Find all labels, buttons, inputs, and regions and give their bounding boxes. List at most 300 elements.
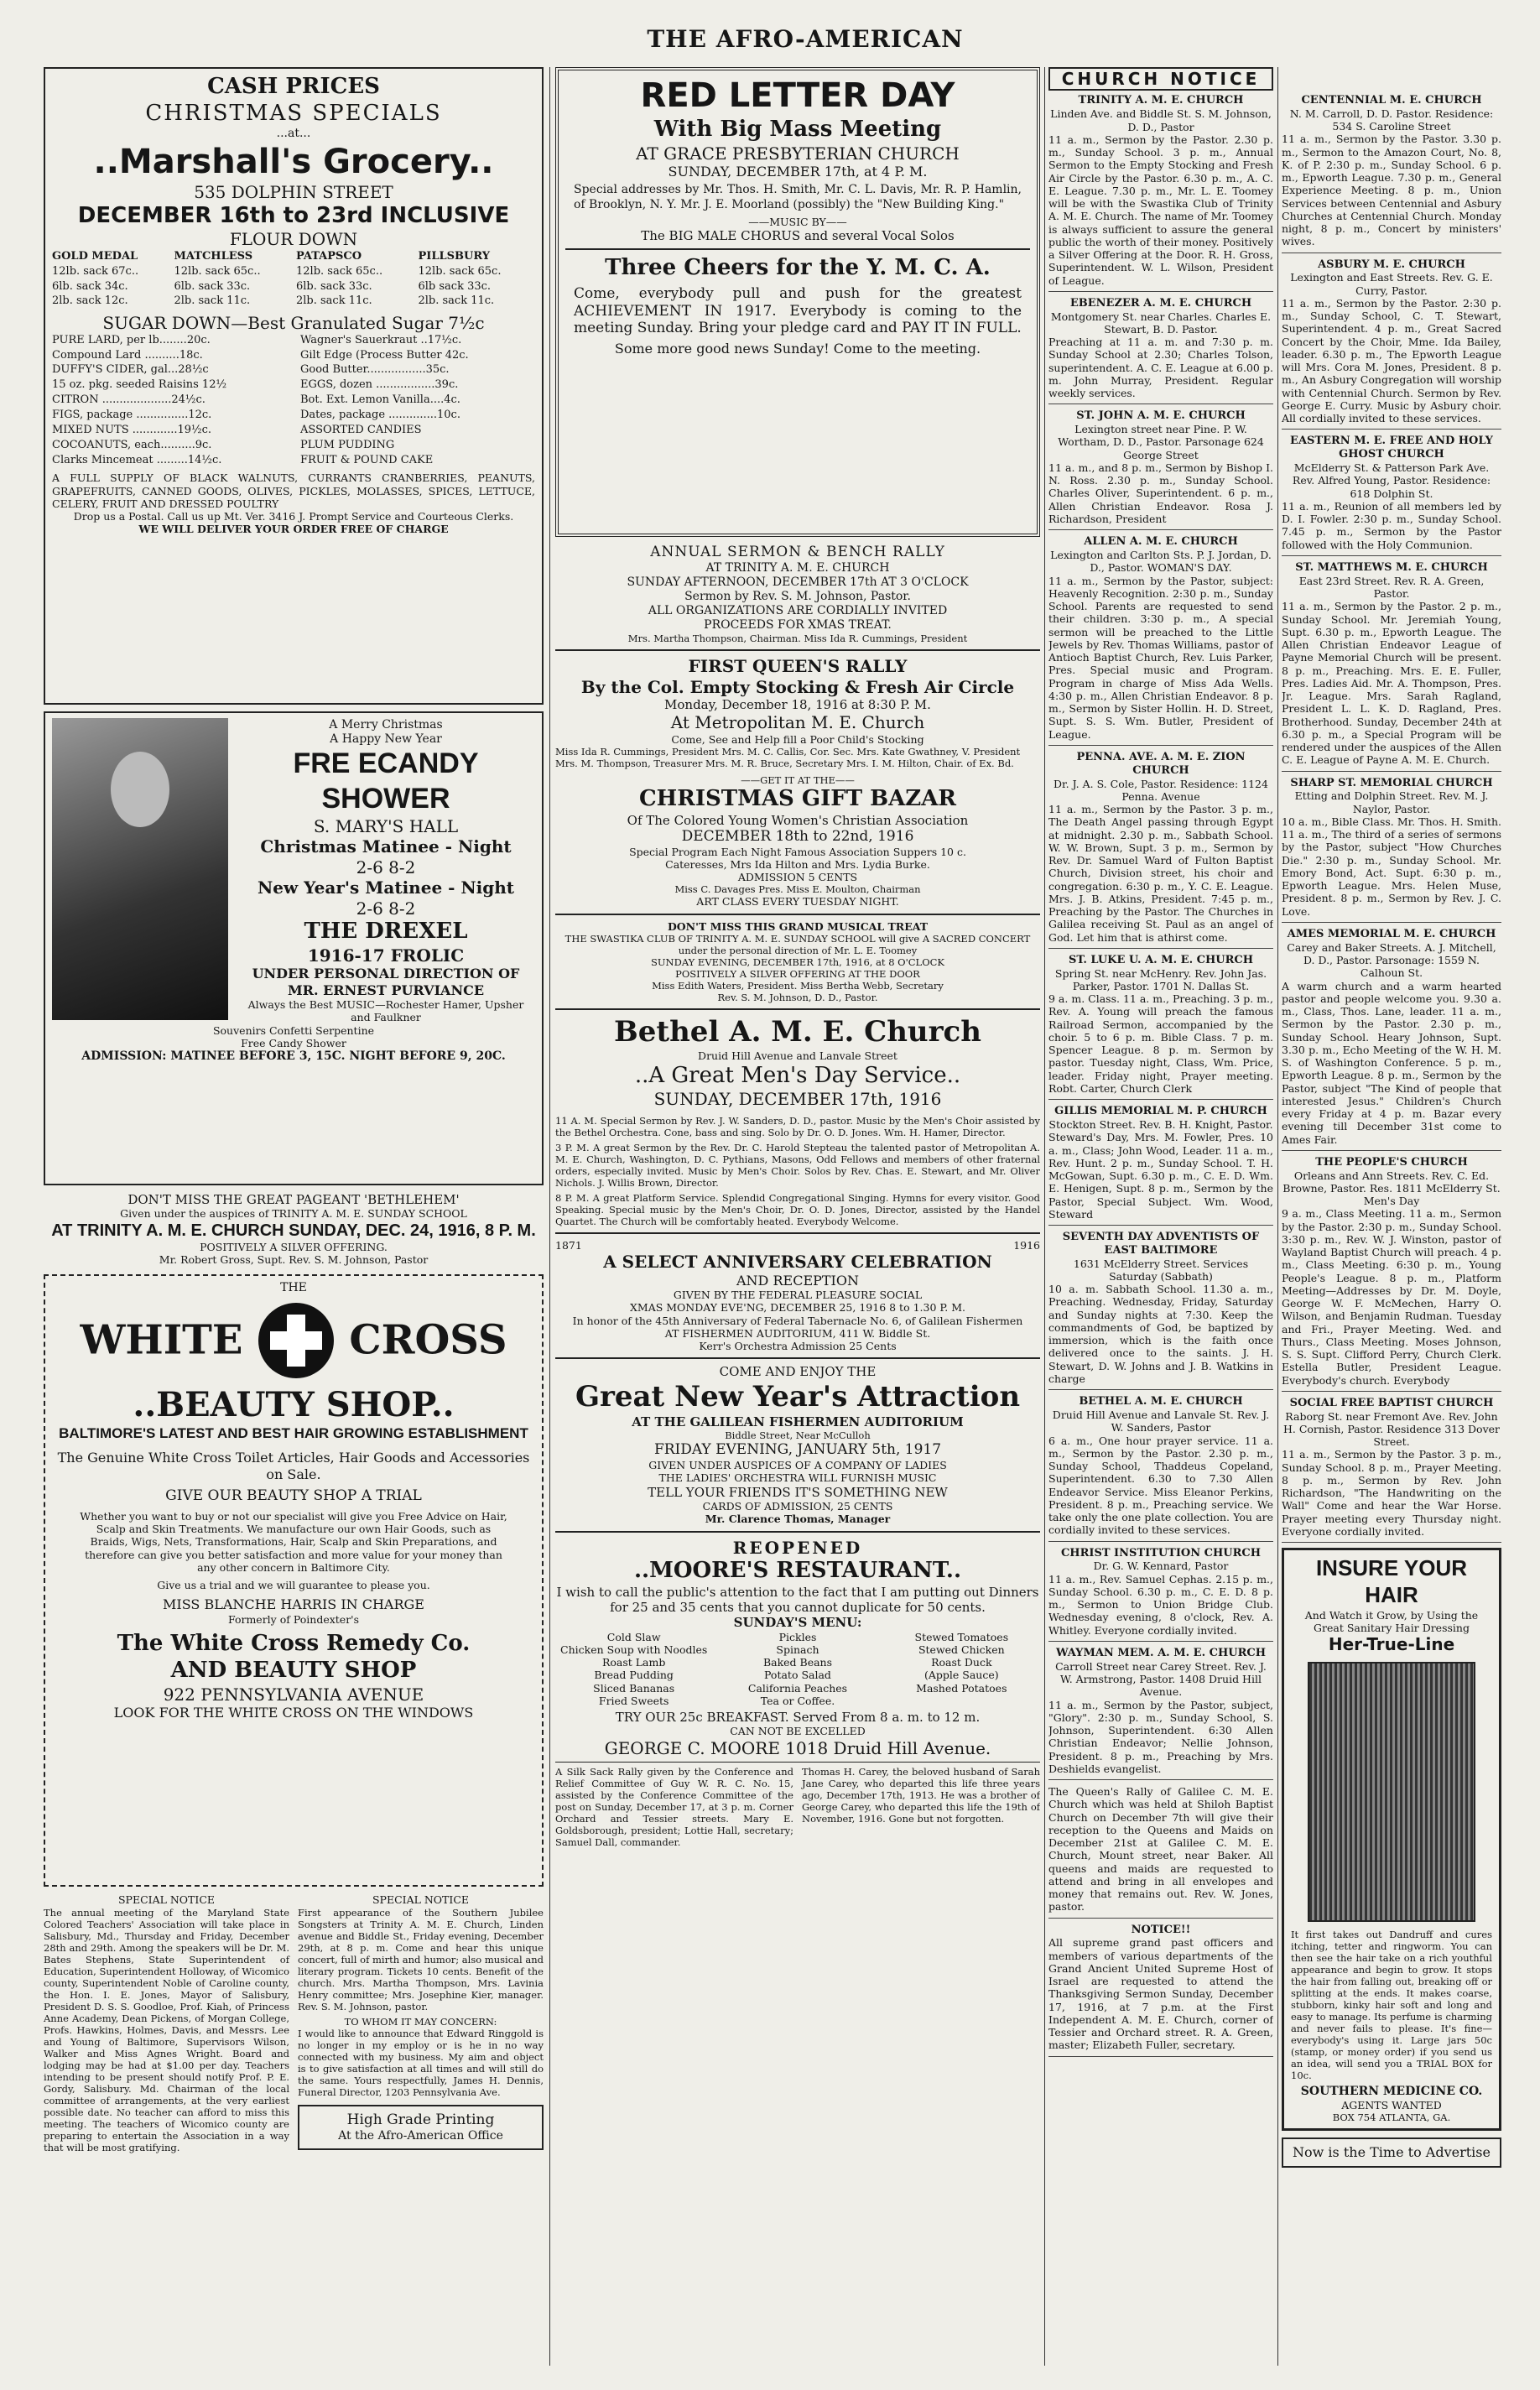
hair-company: SOUTHERN MEDICINE CO.	[1300, 2084, 1483, 2098]
church-address: Lexington and East Streets. Rev. G. E. Curry, Pastor.	[1290, 271, 1493, 297]
church-address: Spring St. near McHenry. Rev. John Jas. Parker, Pastor. 1701 N. Dallas St.	[1054, 966, 1267, 992]
church-entry	[1048, 1105, 1273, 1226]
menu-item: Sliced Bananas	[593, 1681, 675, 1695]
queen-officers: Miss Ida R. Cummings, President Mrs. M. C. Callis, Cor. Sec. Mrs. Kate Gwathney, V. President Mrs. M. Thompson, Treasurer Mrs. M. R. Bruce, Secretary Mrs. I. M. Hilton, Chair. of Ex. Bd.	[555, 745, 1021, 769]
church-entry	[1048, 409, 1273, 530]
church-address: Carey and Baker Streets. A. J. Mitchell, D. D., Pastor. Parsonage: 1559 N. Calhoun St.	[1287, 940, 1496, 980]
red-cross-icon	[258, 1303, 334, 1378]
flour-cell: 12lb. sack 65c..	[174, 264, 261, 278]
menu-item: Tea or Coffee.	[760, 1694, 835, 1707]
grocery-item: PURE LARD, per lb........20c.	[52, 333, 211, 346]
shower-ny-times: 2-6 8-2	[356, 898, 416, 919]
flour-cell: 6lb. sack 33c.	[296, 279, 372, 293]
notice-jubilee	[298, 1893, 544, 2156]
queen-at: At Metropolitan M. E. Church	[670, 712, 925, 733]
bazar-dates: DECEMBER 18th to 22nd, 1916	[681, 827, 914, 845]
ny-at: AT THE GALILEAN FISHERMEN AUDITORIUM	[632, 1414, 964, 1430]
bazar-of: Of The Colored Young Women's Christian Association	[627, 812, 969, 828]
shower-souvenirs: Souvenirs Confetti Serpentine	[212, 1023, 375, 1037]
grocery-item: CITRON ....................24½c.	[52, 393, 206, 407]
moore-title: ..MOORE'S RESTAURANT..	[633, 1557, 961, 1583]
flour-cell: 12lb. sack 65c..	[296, 264, 383, 278]
church-name: SEVENTH DAY ADVENTISTS OF EAST BALTIMORE	[1062, 1231, 1260, 1257]
grocery-name: ..Marshall's Grocery..	[93, 142, 494, 181]
grocery-item: Good Butter.................35c.	[300, 363, 450, 377]
advertise-box: Now is the Time to Advertise	[1282, 2137, 1501, 2168]
flour-cell: GOLD MEDAL	[52, 249, 138, 263]
concern-text: I would like to announce that Edward Ringgold is no longer in my employ or is he in no way connected with my business. My aim and object is to give satisfaction at all times and will still do the same. Yours respectfully, James H. Dennis, Funeral Director, 1203 Pennsylvania Ave.	[298, 2027, 544, 2098]
bethel-program-item: 8 P. M. A great Platform Service. Splendid Congregational Singing. Hymns for every visitor. Good Speaking. Special music by the Men's Choir, Dr. O. D. Jones, Director, assisted by the Handel Quartet. The Church will be comfortably heated. Everybody Welcome.	[555, 1191, 1040, 1227]
pageant-names: Mr. Robert Gross, Supt. Rev. S. M. Johnson, Pastor	[159, 1253, 429, 1267]
flour-cell: PILLSBURY	[418, 249, 491, 263]
portrait-photo	[52, 718, 228, 1020]
church-schedule: 6 a. m., One hour prayer service. 11 a. m., Sermon by the Pastor. 2.30 p. m., Sunday School, Thaddeus Copeland, Superintendent. 6.30 to 7.30 Allen Endeavor Service. Miss Eleanor Perkins, President. 8 p. m., Preaching service. We take only the one plate collection. You are cordially invited to these services.	[1048, 1434, 1273, 1537]
cross-trial: GIVE OUR BEAUTY SHOP A TRIAL	[165, 1487, 422, 1505]
red-letter-date: SUNDAY, DECEMBER 17th, at 4 P. M.	[668, 163, 928, 180]
church-entry	[1282, 928, 1501, 1151]
grocery-item: 15 oz. pkg. seeded Raisins 12½	[52, 378, 227, 392]
church-schedule: 11 a. m., Sermon by the Pastor, subject, "Glory". 2:30 p. m., Sunday School, S. Johnson, Superintendent. 6:30 Allen Christian Endeavor; Nellie Johnson, President. 8 p. m., Preaching by Mrs. Deshields evangelist.	[1048, 1698, 1273, 1775]
moore-address: GEORGE C. MOORE 1018 Druid Hill Avenue.	[604, 1737, 991, 1758]
anniv-year-end: 1916	[1013, 1238, 1040, 1252]
red-letter-ad	[555, 67, 1040, 537]
printing-ad	[298, 2105, 544, 2150]
menu-item: California Peaches	[747, 1681, 848, 1695]
bench-rally	[555, 544, 1040, 644]
cross-guarantee: Give us a trial and we will guarantee to please you.	[157, 1579, 430, 1592]
queen-date: Monday, December 18, 1916 at 8:30 P. M.	[664, 696, 931, 712]
grocery-item: Clarks Mincemeat .........14½c.	[52, 453, 222, 466]
church-schedule: Preaching at 11 a. m. and 7:30 p. m. Sunday School at 2.30; Charles Tolson, superintendent. A. C. E. League at 6.00 p. m. John Murray, President. Regular weekly services.	[1048, 336, 1273, 400]
church-schedule: 10 a. m. Sabbath School. 11.30 a. m., Preaching. Wednesday, Friday, Saturday and Sunday nights at 7:30. Keep the commandments of God, be baptized by immersion, which is the faith once delivered once to the saints. J. H. Stewart, D. W. Johns and J. B. Watkins in charge	[1048, 1283, 1273, 1385]
shower-xmas-times: 2-6 8-2	[356, 857, 416, 877]
hair-agents: AGENTS WANTED	[1341, 2098, 1442, 2111]
grocery-full-supply: A FULL SUPPLY OF BLACK WALNUTS, CURRANTS CRANBERRIES, PEANUTS, GRAPEFRUITS, CANNED GOODS, OLIVES, PICKLES, MOLASSES, SPICES, LETTUCE, CELERY, FRUIT AND DRESSED POULTRY	[52, 471, 535, 510]
carey-memorial: Thomas H. Carey, the beloved husband of Sarah Jane Carey, who departed this life three years ago, December 17th, 1913. He was a brother of George Carey, who departed this life the 19th of November, 1916. Gone but not forgotten.	[802, 1765, 1040, 1825]
queens-rally	[555, 656, 1040, 769]
menu-item: Fried Sweets	[598, 1694, 669, 1707]
church-name: PENNA. AVE. A. M. E. ZION CHURCH	[1076, 750, 1246, 777]
cross-genuine: The Genuine White Cross Toilet Articles, Hair Goods and Accessories on Sale.	[57, 1450, 530, 1482]
bazar-cateresses: Cateresses, Mrs Ida Hilton and Mrs. Lydia Burke.	[665, 857, 930, 871]
bottom-notices	[555, 1766, 1040, 1848]
menu-item: Roast Lamb	[601, 1656, 666, 1669]
church-notice-heading: CHURCH NOTICE	[1048, 67, 1273, 91]
church-entry	[1048, 1647, 1273, 1780]
flour-cell: 2lb. sack 11c.	[418, 294, 495, 308]
grocery-deliver: WE WILL DELIVER YOUR ORDER FREE OF CHARGE	[138, 523, 449, 536]
musical-sub: THE SWASTIKA CLUB OF TRINITY A. M. E. SUNDAY SCHOOL will give A SACRED CONCERT under the personal direction of Mr. L. E. Toomey	[564, 932, 1031, 956]
church-address: Lexington and Carlton Sts. P. J. Jordan, D. D., Pastor. WOMAN'S DAY.	[1050, 549, 1272, 575]
red-letter-speakers: Special addresses by Mr. Thos. H. Smith, Mr. C. L. Davis, Mr. R. P. Hamlin, of Brooklyn, N. Y. Mr. J. E. Moorland (possibly) the "New Building King."	[574, 183, 1022, 211]
ny-given: GIVEN UNDER AUSPICES OF A COMPANY OF LADIES	[648, 1459, 947, 1472]
cross-shop: AND BEAUTY SHOP	[170, 1657, 417, 1683]
church-schedule: 9 a. m., Class Meeting. 11 a. m., Sermon by the Pastor. 2:30 p. m., Sunday School. 3:30 p. m., Rev. W. J. Winston, pastor of Wayland Baptist Church will preach. 4 p. m., Class Meeting. 6:30 p. m., Young People's League. 8 p. m., Platform Meeting—Addresses by Dr. M. Doyle, George W. F. McMechen, Harry O. Wilson, and Benjamin Rudman. Tuesday and Fri., Prayer Meeting. Wed. and Thurs., Class Meeting. Moses Johnson, S. S. Supt. Clifford Perry, Church Clerk. Estella Butler, President League. Everybody's church. Everybody	[1282, 1207, 1501, 1387]
rally-all: ALL ORGANIZATIONS ARE CORDIALLY INVITED	[648, 603, 948, 617]
pageant-date: AT TRINITY A. M. E. CHURCH SUNDAY, DEC. 24, 1916, 8 P. M.	[51, 1221, 536, 1240]
pageant-title: DON'T MISS THE GREAT PAGEANT 'BETHLEHEM'	[127, 1192, 460, 1207]
church-address: 1631 McElderry Street. Services Saturday (Sabbath)	[1073, 1257, 1249, 1283]
bethel-title: Bethel A. M. E. Church	[614, 1015, 981, 1049]
church-schedule: 11 a. m., Sermon by the Pastor. 2 p. m., Sunday School. Mr. Jeremiah Young, Supt. 6.30 p. m., Epworth League. The Allen Christian Endeavor League of Payne Memorial Church will be present. 8 p. m., Preaching. Mrs. E. E. Fuller, Pres. Ladies Aid. Mr. A. Thompson, Pres. Jr. League. Mrs. Sarah Ragland, President L. L. K. D. Ragland, Pres. Brotherhood. Sunday, December 24th at 6.30 p. m., a Special Program will be rendered under the auspices of the Allen C. E. League of Payne A. M. E. Church.	[1282, 600, 1501, 767]
flour-down: FLOUR DOWN	[229, 229, 358, 250]
menu-item: Baked Beans	[762, 1656, 833, 1669]
church-entry	[1048, 1924, 1273, 2057]
church-address: Dr. G. W. Kennard, Pastor	[1093, 1559, 1229, 1573]
notice1-text: The annual meeting of the Maryland State Colored Teachers' Association will take place in Salisbury, Md., Thursday and Friday, December 28th and 29th. Among the speakers will be Dr. M. Bates Stephens, State Superintendent of Education, Superintendent Holloway, of Wicomico county, Superintendent Noble of Caroline county, the Hon. I. E. Jones, Mayor of Salisbury, President D. S. S. Goodloe, Prof. Kiah, of Princess Anne Academy, Dean Pickens, of Morgan College, Profs. Hawkins, Holmes, Davis, and Messrs. Lee and Young of Baltimore, Supervisors Wilson, Walker and Miss Agnes Wright. Board and lodging may be had at $1.00 per day. Teachers intending to be present should notify Prof. P. E. Gordy, Salisbury. Md. Chairman of the local committee of arrangements, at the very earliest possible date. No teacher can afford to miss this meeting. The teachers of Wicomico county are preparing to entertain the Association in a way that will be most gratifying.	[44, 1906, 289, 2153]
red-letter-sub: With Big Mass Meeting	[653, 116, 942, 142]
church-name: CHRIST INSTITUTION CHURCH	[1060, 1546, 1262, 1559]
menu-item: (Apple Sauce)	[924, 1669, 999, 1682]
column-rule	[549, 67, 550, 2366]
bazar-title: CHRISTMAS GIFT BAZAR	[638, 785, 957, 811]
sugar-line: SUGAR DOWN—Best Granulated Sugar 7½c	[102, 313, 485, 334]
moore-breakfast: TRY OUR 25c BREAKFAST. Served From 8 a. m. to 12 m.	[615, 1710, 981, 1725]
church-address: McElderry St. & Patterson Park Ave. Rev. Alfred Young, Pastor. Residence: 618 Dolphin St.	[1292, 461, 1491, 500]
grocery-item: Gilt Edge (Process Butter 42c.	[300, 348, 469, 362]
church-entry	[1282, 94, 1501, 253]
column-1	[44, 67, 544, 2366]
church-name: TRINITY A. M. E. CHURCH	[1078, 94, 1244, 107]
column-rule	[1044, 67, 1045, 2366]
church-address: Raborg St. near Fremont Ave. Rev. John H. Cornish, Pastor. Residence 313 Dover Street.	[1282, 1409, 1501, 1449]
queen-come: Come, See and Help fill a Poor Child's Stocking	[671, 732, 924, 746]
grocery-at: ...at...	[276, 127, 311, 141]
ny-come: COME AND ENJOY THE	[719, 1364, 877, 1380]
church-schedule: 11 a. m., Sermon by the Pastor. 3 p. m., The Death Angel passing through Egypt at midnight. 2.30 p. m., Sabbath School. W. W. Brown, Supt. 3 p. m., Sermon by Rev. Dr. Samuel Ward of Fulton Baptist Church, Division street, his choir and congregation. 6:30 p. m., Y. C. E. League. Mrs. J. B. Atkins, President. 7:45 p. m., Preaching by the Pastor. The Churches in Galilea receiving St. Paul as an angel of God. Let him that is athirst come.	[1048, 803, 1273, 944]
column-2	[555, 67, 1040, 2366]
anniv-and: AND RECEPTION	[736, 1272, 859, 1289]
musical-title: DON'T MISS THIS GRAND MUSICAL TREAT	[667, 919, 929, 933]
menu-item: Roast Duck	[931, 1656, 992, 1669]
hair-sub: And Watch it Grow, by Using the Great Sanitary Hair Dressing	[1304, 1608, 1479, 1634]
church-schedule: Steward's Day, Mrs. M. Fowler, Pres. 10 a. m., Class; John Wood, Leader. 11 a. m., Rev. Hunt. 2 p. m., Sunday School. T. H. McGowan, Supt. 6.30 p. m., C. E. D. Wm. E. Henigen, Supt. 8 p. m., Sermon by the Pastor, Special Subject. Wm. Wood, Steward	[1048, 1131, 1273, 1221]
church-entry	[1282, 258, 1501, 430]
church-entry	[1282, 561, 1501, 772]
shower-drexel: THE DREXEL	[304, 919, 468, 945]
ny-admission: CARDS OF ADMISSION, 25 CENTS	[702, 1500, 893, 1513]
ny-manager: Mr. Clarence Thomas, Manager	[705, 1513, 891, 1526]
church-name: BETHEL A. M. E. CHURCH	[1079, 1395, 1243, 1408]
bethel-date: SUNDAY, DECEMBER 17th, 1916	[653, 1089, 942, 1110]
grocery-item: Wagner's Sauerkraut ..17½c.	[300, 333, 462, 346]
anniv-orchestra: Kerr's Orchestra Admission 25 Cents	[699, 1340, 897, 1353]
shower-music: Always the Best MUSIC—Rochester Hamer, Upsher and Faulkner	[247, 998, 524, 1024]
ny-date: FRIDAY EVENING, JANUARY 5th, 1917	[653, 1441, 942, 1459]
church-name: AMES MEMORIAL M. E. CHURCH	[1287, 927, 1496, 940]
ny-address: Biddle Street, Near McCulloh	[725, 1429, 871, 1442]
shower-hall: S. MARY'S HALL	[313, 816, 459, 837]
notice2-text: First appearance of the Southern Jubilee Songsters at Trinity A. M. E. Church, Linden avenue and Biddle St., Friday evening, December 29th, at 8 p. m. Come and hear this unique concert, full of mirth and humor; also musical and literary program. Tickets 10 cents. Benefit of the church. Mrs. Martha Thompson, Mrs. Lavinia Henry committee; Mrs. Josephine Kier, manager. Rev. S. M. Johnson, pastor.	[298, 1906, 544, 2012]
white-cross-ad	[44, 1274, 544, 1887]
menu-item: Stewed Chicken	[918, 1643, 1005, 1656]
church-address: Linden Ave. and Biddle St. S. M. Johnson, D. D., Pastor	[1050, 107, 1272, 133]
candy-shower-ad	[44, 711, 544, 1185]
bazar-art: ART CLASS EVERY TUESDAY NIGHT.	[696, 895, 899, 909]
grocery-item: DUFFY'S CIDER, gal...28½c	[52, 363, 209, 377]
church-entry	[1048, 751, 1273, 949]
church-address: Lexington street near Pine. P. W. Wortham, D. D., Pastor. Parsonage 624 George Street	[1058, 423, 1264, 461]
grocery-item: Bot. Ext. Lemon Vanilla....4c.	[300, 393, 460, 407]
church-name: EBENEZER A. M. E. CHURCH	[1069, 296, 1252, 310]
church-name: EASTERN M. E. FREE AND HOLY GHOST CHURCH	[1290, 435, 1493, 461]
church-schedule: 11 a. m., and 8 p. m., Sermon by Bishop I. N. Ross. 2.30 p. m., Sunday School. Charles Oliver, Superintendent. 6 p. m., Allen Christian Endeavor. Rosa J. Richardson, President	[1048, 461, 1273, 525]
church-entry	[1282, 777, 1501, 923]
church-schedule: 9 a. m. Class. 11 a. m., Preaching. 3 p. m., Rev. A. Young will preach the famous Railroad Sermon, accompanied by the choir. 5 to 6 p. m. Bible Class. 7 p. m. Spencer League. 8 p. m. Sermon by pastor. Tuesday night, Class, Wm. Price, leader. Friday night, Prayer meeting. Robt. Carter, Church Clerk	[1048, 992, 1273, 1095]
church-address: Montgomery St. near Charles. Charles E. Stewart, B. D. Pastor.	[1050, 310, 1272, 336]
flour-cell: 2lb. sack 12c.	[52, 294, 128, 308]
church-schedule: 11 a. m., Rev. Samuel Cephas. 2.15 p. m., Sunday School. 6.30 p. m., C. E. D. 8 p. m., Sermon to Union Bridge Club. Wednesday evening, 8 o'clock, Rev. A. Whitley. Everyone cordially invited.	[1048, 1572, 1273, 1637]
grocery-items	[52, 334, 535, 469]
menu-item: Pickles	[778, 1630, 817, 1643]
menu-item: Bread Pudding	[594, 1669, 674, 1682]
anniv-year-start: 1871	[555, 1238, 582, 1252]
shower-ny: New Year's Matinee - Night	[257, 877, 515, 898]
grocery-item: Compound Lard ..........18c.	[52, 348, 203, 362]
church-address: Etting and Dolphin Street. Rev. M. J. Naylor, Pastor.	[1294, 789, 1489, 815]
rally-at: AT TRINITY A. M. E. CHURCH	[705, 560, 890, 575]
notices-row	[44, 1893, 544, 2156]
shower-title: FRE ECANDY SHOWER	[293, 747, 479, 815]
ny-tell: TELL YOUR FRIENDS IT'S SOMETHING NEW	[648, 1484, 948, 1500]
pageant-notice	[44, 1192, 544, 1266]
cross-look: LOOK FOR THE WHITE CROSS ON THE WINDOWS	[113, 1704, 474, 1721]
musical-offering: POSITIVELY A SILVER OFFERING AT THE DOOR	[675, 967, 920, 980]
church-schedule: A warm church and a warm hearted pastor and people welcome you. 9.30 a. m., Class, Thos. Lane, leader. 11 a. m., Sermon by the Pastor. 2.30 p. m., Sunday School. Heary Johnson, Supt. 3.30 p. m., Echo Meeting of the W. H. M. S. of Washington Conference. 5 p. m., Epworth League. 8 p. m., Sermon by the Pastor, subject "The Kind of people that interested Jesus." Children's Church every Friday at 4 p. m. Bazar every evening till December 31st come to Ames Fair.	[1282, 979, 1501, 1146]
red-letter-chorus: The BIG MALE CHORUS and several Vocal Solos	[641, 227, 955, 243]
rally-proceeds: PROCEEDS FOR XMAS TREAT.	[704, 618, 892, 633]
rally-signatures: Mrs. Martha Thompson, Chairman. Miss Ida R. Cummings, President	[627, 633, 968, 645]
church-entry	[1048, 954, 1273, 1100]
flour-cell: MATCHLESS	[174, 249, 253, 263]
cross-address: 922 PENNSYLVANIA AVENUE	[163, 1684, 424, 1705]
flour-cell: 2lb. sack 11c.	[174, 294, 251, 308]
pageant-auspices: Given under the auspices of TRINITY A. M. E. SUNDAY SCHOOL	[120, 1207, 467, 1221]
church-entry	[1048, 1785, 1273, 1919]
shower-direction: UNDER PERSONAL DIRECTION OF MR. ERNEST PURVIANCE	[252, 966, 520, 998]
grocery-drop: Drop us a Postal. Call us up Mt. Ver. 3416 J. Prompt Service and Courteous Clerks.	[73, 510, 514, 523]
church-address: N. M. Carroll, D. D. Pastor. Residence: 534 S. Caroline Street	[1289, 107, 1494, 133]
cross-remedy: The White Cross Remedy Co.	[117, 1631, 471, 1657]
bethel-program-item: 3 P. M. A great Sermon by the Rev. Dr. C. Harold Stepteau the talented pastor of Metropolitan A. M. E. Church, Washington, D. C. Pythians, Masons, Odd Fellows and members of other fraternal orders, especially invited. Music by Men's Choir. Solos by Rev. Chas. E. Stewart, and Mr. Oliver Nichols. J. Willis Brown, Director.	[555, 1141, 1040, 1189]
church-schedule: 11 a. m., Sermon by the Pastor. 2.30 p. m., Sunday School. 3 p. m., Annual Sermon to the Empty Stocking and Fresh Air Circle by the Pastor. 6.30 p. m., A. C. E. League. 7.30 p. m., Mr. L. E. Toomey will be with the Swastika Club of Trinity A. M. E. Church. The name of Mr. Toomey is always sufficient to assure the general public the worth of their money. Positively a Silver Offering at the Door. R. H. Gross, Superintendent. W. L. Wilson, President of League.	[1048, 133, 1273, 287]
red-letter-at: AT GRACE PRESBYTERIAN CHURCH	[636, 143, 960, 164]
concern-heading: TO WHOM IT MAY CONCERN:	[344, 2015, 497, 2028]
church-entry	[1282, 1156, 1501, 1392]
church-name: SOCIAL FREE BAPTIST CHURCH	[1289, 1396, 1494, 1409]
grocery-item: MIXED NUTS .............19½c.	[52, 423, 212, 436]
flour-cell: 6lb. sack 34c.	[52, 279, 128, 293]
moore-menu	[555, 1631, 1040, 1708]
church-name: ASBURY M. E. CHURCH	[1318, 258, 1465, 271]
ymca-headline: Three Cheers for the Y. M. C. A.	[605, 255, 991, 281]
printing-office: At the Afro-American Office	[338, 2128, 503, 2143]
bazar-special: Special Program Each Night Famous Association Suppers 10 c.	[629, 845, 966, 858]
menu-item: Spinach	[776, 1643, 819, 1656]
church-schedule: 11 a. m., Sermon by the Pastor. 3.30 p. m., Sermon to the Amazon Court, No. 8, K. of P. 2:30 p. m., Sunday School. 6 p. m., Epworth League. 7.30 p. m., General Experience Meeting. 8 p. m., Union Services between Centennial and Asbury Churches at Centennial Church. Monday night, 8 p. m., Concert by ministers' wives.	[1282, 133, 1501, 248]
moore-wish: I wish to call the public's attention to the fact that I am putting out Dinners for 25 and 35 cents that you cannot duplicate for 50 cents.	[556, 1584, 1039, 1615]
notice2-heading: SPECIAL NOTICE	[372, 1893, 470, 1907]
menu-item: Cold Slaw	[606, 1630, 661, 1643]
hair-ad	[1282, 1548, 1501, 2131]
grocery-ad	[44, 67, 544, 705]
grocery-dates: DECEMBER 16th to 23rd INCLUSIVE	[77, 202, 510, 228]
flour-cell: 12lb. sack 65c.	[418, 264, 502, 278]
gift-bazar	[555, 774, 1040, 909]
new-year-ad	[555, 1364, 1040, 1525]
cross-white: WHITE	[80, 1316, 243, 1364]
hair-illustration	[1308, 1662, 1475, 1922]
menu-item: Stewed Tomatoes	[914, 1630, 1009, 1643]
moore-menu-title: SUNDAY'S MENU:	[733, 1615, 862, 1631]
church-schedule: 11 a. m., Sermon by the Pastor, subject: Heavenly Recognition. 2:30 p. m., Sunday School. Parents are requested to send their children. 3:30 p. m., A special sermon will be preached to the Little Jewels by Rev. Thomas Williams, pastor of Antioch Baptist Church, Rev. Luis Parker, Pres. Special music and Program. Program in charge of Miss Ada Wells. 4:30 p. m., Allen Christian Endeavor. 8 p. m., Sermon by Sister Hollin. H. D. Street, Supt. S. S. Wm. Butler, President of League.	[1048, 574, 1273, 741]
church-name: CENTENNIAL M. E. CHURCH	[1301, 94, 1482, 107]
column-4	[1282, 67, 1501, 2366]
shower-merry: A Merry Christmas	[329, 718, 443, 732]
hair-title: INSURE YOUR HAIR	[1315, 1555, 1468, 1607]
ny-orchestra: THE LADIES' ORCHESTRA WILL FURNISH MUSIC	[658, 1471, 937, 1485]
moore-ad	[555, 1538, 1040, 1758]
church-entry	[1048, 297, 1273, 405]
bethel-address: Druid Hill Avenue and Lanvale Street	[698, 1049, 897, 1063]
bethel-ad	[555, 1015, 1040, 1227]
red-letter-title: RED LETTER DAY	[640, 76, 955, 115]
musical-sig: Miss Edith Waters, President. Miss Bertha Webb, Secretary	[652, 979, 944, 992]
bethel-program-item: 11 A. M. Special Sermon by Rev. J. W. Sanders, D. D., pastor. Music by the Men's Choir assisted by the Bethel Orchestra. Cone, bass and sing. Solo by Dr. O. D. Jones. Wm. H. Hamer, Director.	[555, 1114, 1040, 1138]
grocery-item: ASSORTED CANDIES	[300, 423, 422, 436]
anniversary-ad	[555, 1239, 1040, 1352]
church-address: Druid Hill Avenue and Lanvale St. Rev. J. W. Sanders, Pastor	[1052, 1408, 1270, 1435]
grocery-address: 535 DOLPHIN STREET	[194, 182, 393, 203]
notice-teachers	[44, 1893, 289, 2156]
church-name: THE PEOPLE'S CHURCH	[1315, 1155, 1468, 1169]
anniv-at: AT FISHERMEN AUDITORIUM, 411 W. Biddle St.	[664, 1326, 931, 1340]
anniv-title: A SELECT ANNIVERSARY CELEBRATION	[603, 1252, 992, 1273]
cross-sub: BALTIMORE'S LATEST AND BEST HAIR GROWING ESTABLISHMENT	[59, 1425, 528, 1442]
menu-item: Potato Salad	[764, 1669, 831, 1682]
ny-title: Great New Year's Attraction	[575, 1379, 1021, 1414]
church-name: ST. JOHN A. M. E. CHURCH	[1076, 409, 1246, 423]
menu-item: Mashed Potatoes	[916, 1681, 1007, 1695]
queen-title: FIRST QUEEN'S RALLY	[688, 656, 908, 677]
bazar-get: ——GET IT AT THE——	[741, 773, 855, 786]
church-schedule: 10 a. m., Bible Class. Mr. Thos. H. Smith. 11 a. m., The third of a series of sermons by the Pastor, subject "How Churches Die." 2:30 p. m., Sunday School. Mr. Emory Bond, Act. Supt. 6:30 p. m., Epworth League. Mrs. Helen Muse, President. 8 p. m., Sermon by Rev. J. C. Love.	[1282, 815, 1501, 918]
anniv-by: GIVEN BY THE FEDERAL PLEASURE SOCIAL	[673, 1289, 923, 1302]
masthead: THE AFRO-AMERICAN	[647, 25, 964, 53]
rally-date: SUNDAY AFTERNOON, DECEMBER 17th AT 3 O'CLOCK	[627, 575, 969, 589]
church-entry	[1048, 535, 1273, 746]
menu-item: Chicken Soup with Noodles	[560, 1643, 708, 1656]
ymca-body: Come, everybody pull and push for the greatest ACHIEVEMENT IN 1917. Everybody is coming to the meeting Sunday. Bring your pledge card and PAY IT IN FULL.	[574, 284, 1022, 337]
grocery-item: FIGS, package ...............12c.	[52, 408, 212, 421]
musical-date: SUNDAY EVENING, DECEMBER 17th, 1916, at 8 O'CLOCK	[650, 955, 945, 968]
musical-rev: Rev. S. M. Johnson, D. D., Pastor.	[717, 992, 878, 1003]
church-entry	[1048, 1547, 1273, 1642]
cross-the: THE	[280, 1281, 307, 1295]
flour-cell: 2lb. sack 11c.	[296, 294, 372, 308]
church-name: SHARP ST. MEMORIAL CHURCH	[1290, 776, 1493, 789]
rally-by: Sermon by Rev. S. M. Johnson, Pastor.	[684, 589, 911, 603]
shower-xmas: Christmas Matinee - Night	[260, 836, 512, 857]
cross-cross: CROSS	[349, 1316, 507, 1364]
grocery-specials: CHRISTMAS SPECIALS	[145, 100, 442, 126]
church-address: Carroll Street near Carey Street. Rev. J. W. Armstrong, Pastor. 1408 Druid Hill Avenue.	[1055, 1659, 1267, 1699]
shower-admission: ADMISSION: MATINEE BEFORE 3, 15C. NIGHT BEFORE 9, 20C.	[81, 1049, 506, 1064]
church-list	[1282, 94, 1501, 1543]
church-name: WAYMAN MEM. A. M. E. CHURCH	[1055, 1646, 1267, 1659]
church-entry	[1282, 435, 1501, 555]
red-letter-music: ——MUSIC BY——	[748, 215, 847, 228]
church-name: NOTICE!!	[1131, 1923, 1191, 1936]
grocery-item: Dates, package ..............10c.	[300, 408, 460, 421]
cross-miss: MISS BLANCHE HARRIS IN CHARGE	[163, 1596, 424, 1613]
hair-product: Her-True-Line	[1328, 1634, 1455, 1655]
bazar-names: Miss C. Davages Pres. Miss E. Moulton, Chairman	[674, 883, 921, 896]
shower-free: Free Candy Shower	[241, 1036, 346, 1049]
printing-title: High Grade Printing	[346, 2111, 495, 2128]
hair-body: It first takes out Dandruff and cures itching, tetter and ringworm. You can then see the hair take on a rich youthful appearance and begin to grow. It stops the hair from falling out, breaking off or splitting at the ends. It makes coarse, stubborn, kinky hair soft and long and easy to manage. Its perfume is charming and never fails to please. It's fine—everybody's using it. Large jars 50c (stamp, or money order) if you send us an idea, will send you a TRIAL BOX for 10c.	[1291, 1928, 1492, 2081]
church-name: GILLIS MEMORIAL M. P. CHURCH	[1054, 1105, 1267, 1118]
cross-beauty: ..BEAUTY SHOP..	[133, 1384, 455, 1424]
flour-cell: 6lb sack 33c.	[418, 279, 492, 293]
grocery-item: PLUM PUDDING	[300, 438, 395, 451]
moore-reopened: REOPENED	[732, 1537, 863, 1558]
church-schedule: 11 a. m., Reunion of all members led by D. I. Fowler. 2:30 p. m., Sunday School. 7.45 p. m., Sermon by the Pastor followed with the Holy Communion.	[1282, 499, 1501, 551]
church-entry	[1282, 1397, 1501, 1543]
hair-box: BOX 754 ATLANTA, GA.	[1332, 2111, 1451, 2124]
anniv-date: XMAS MONDAY EVE'NG, DECEMBER 25, 1916 8 to 1.30 P. M.	[630, 1301, 965, 1315]
musical-treat	[555, 920, 1040, 1003]
grocery-item: COCOANUTS, each..........9c.	[52, 438, 212, 451]
rally-title: ANNUAL SERMON & BENCH RALLY	[650, 544, 945, 560]
queen-sub: By the Col. Empty Stocking & Fresh Air Circle	[580, 676, 1015, 697]
bazar-admission: ADMISSION 5 CENTS	[737, 871, 858, 884]
shower-frolic: 1916-17 FROLIC	[307, 945, 465, 966]
church-schedule: 11 a. m., Sermon by the Pastor. 2:30 p. m., Sunday School, C. T. Stewart, Superintendent. 4 p. m., Great Sacred Concert by the Choir, Mme. Ida Bailey, leader. 6.30 p. m., The Epworth League will Mrs. Cora M. Jones, President. 8 p. m., An Asbury Congregation will worship with Centennial Church. Sermon by Rev. George E. Curry. Music by Asbury choir. All cordially invited to these services.	[1282, 296, 1501, 425]
church-entry	[1048, 1395, 1273, 1541]
grocery-headline: CASH PRICES	[207, 74, 380, 99]
church-schedule: All supreme grand past officers and members of various departments of the Grand Ancient United Supreme Host of Israel are requested to attend the Thanksgiving Sermon Sunday, December 17, 1916, at 7 p.m. at the First Independent A. M. E. Church, corner of Tessier and Orchard street. R. A. Green, master; Elizabeth Fuller, secretary.	[1048, 1936, 1273, 2052]
church-address: East 23rd Street. Rev. R. A. Green, Pastor.	[1298, 574, 1485, 601]
bethel-sub: ..A Great Men's Day Service..	[634, 1062, 961, 1088]
moore-excelled: CAN NOT BE EXCELLED	[730, 1725, 866, 1738]
church-schedule: The Queen's Rally of Galilee C. M. E. Church which was held at Shiloh Baptist Church on December 7th will give their reception to the Queens and Maids on December 21st at Galilee C. M. E. Church, Mount street, near Baker. All queens and maids are requested to attend and bring in all envelopes and money that remains out. Rev. W. Jones, pastor.	[1048, 1785, 1273, 1914]
church-schedule: 11 a. m., Sermon by the Pastor. 3 p. m., Sunday School. 8 p. m., Prayer Meeting. 8 p. m., Sermon by Rev. John Richardson, "The Handwriting on the Wall" Come and hear the War Horse. Prayer meeting every Thursday night. Everyone cordially invited.	[1282, 1448, 1501, 1538]
flour-cell: 12lb. sack 67c..	[52, 264, 139, 278]
grocery-item: EGGS, dozen .................39c.	[300, 378, 459, 392]
flour-cell: PATAPSCO	[296, 249, 362, 263]
church-address: Stockton Street. Rev. B. H. Knight, Pastor.	[1048, 1118, 1273, 1132]
church-list	[1048, 94, 1273, 2056]
shower-happy: A Happy New Year	[330, 732, 442, 747]
church-address: Dr. J. A. S. Cole, Pastor. Residence: 1124 Penna. Avenue	[1054, 777, 1268, 803]
church-name: ST. MATTHEWS M. E. CHURCH	[1295, 560, 1488, 574]
grocery-item: FRUIT & POUND CAKE	[300, 453, 434, 466]
flour-cell: 6lb. sack 33c.	[174, 279, 251, 293]
column-rule	[1277, 67, 1278, 2366]
church-entry	[1048, 1231, 1273, 1390]
church-name: ALLEN A. M. E. CHURCH	[1084, 535, 1238, 549]
anniv-honor: In honor of the 45th Anniversary of Federal Tabernacle No. 6, of Galilean Fishermen	[572, 1314, 1023, 1327]
notice1-heading: SPECIAL NOTICE	[117, 1893, 216, 1907]
church-entry	[1048, 94, 1273, 291]
column-3	[1048, 67, 1273, 2366]
pageant-offering: POSITIVELY A SILVER OFFERING.	[200, 1240, 388, 1253]
silk-sack-notice: A Silk Sack Rally given by the Conference and Relief Committee of Guy W. R. C. No. 15, assisted by the Conference Committee of the post on Sunday, December 17, at 3 p. m. Corner Orchard and Tessier streets. Mary E. Goldsborough, president; Lottie Hall, secretary; Samuel Dall, commander.	[555, 1765, 793, 1849]
flour-price-grid	[52, 250, 535, 310]
cross-formerly: Formerly of Poindexter's	[227, 1612, 360, 1626]
cross-body: Whether you want to buy or not our specialist will give you Free Advice on Hair, Scalp and Skin Treatments. We manufacture our own Hair Goods, such as Braids, Wigs, Nets, Transformations, Hair, Scalp and Skin Preparations, and therefore can give you better satisfaction and more value for your money than any other concern in Baltimore City.	[80, 1509, 507, 1574]
